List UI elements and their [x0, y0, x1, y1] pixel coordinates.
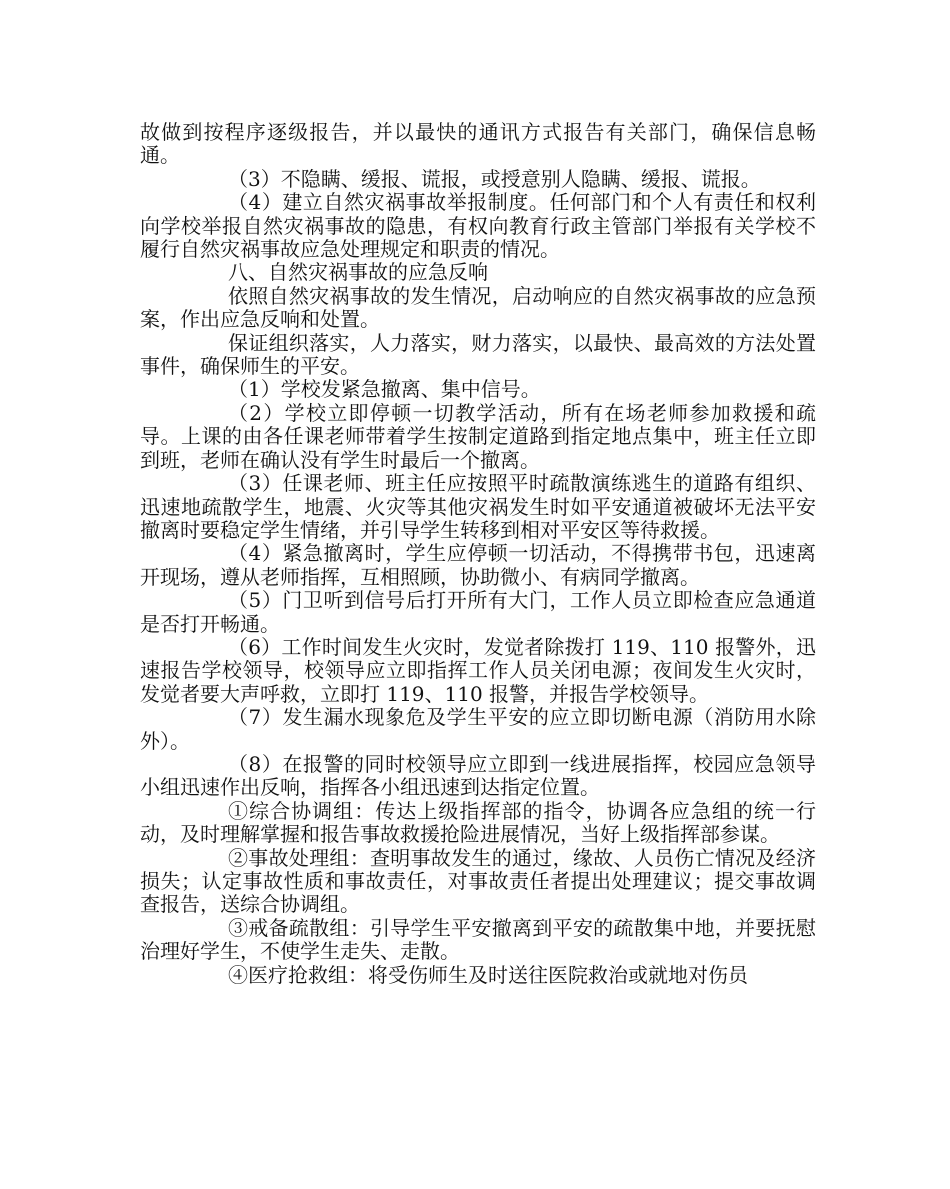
paragraph: ②事故处理组：查明事故发生的通过，缘故、人员伤亡情况及经济损失；认定事故性质和事故责任，对事故责任者提出处理建议；提交事故调查报告，送综合协调组。 [140, 845, 816, 917]
paragraph: ④医疗抢救组：将受伤师生及时送往医院救治或就地对伤员 [228, 962, 748, 987]
paragraph: （1）学校发紧急撤离、集中信号。 [228, 377, 541, 402]
paragraph: ①综合协调组：传达上级指挥部的指令，协调各应急组的统一行动，及时理解掌握和报告事故救援抢险进展情况，当好上级指挥部参谋。 [140, 798, 816, 847]
paragraph: （3）任课老师、班主任应按照平时疏散演练逃生的道路有组织、迅速地疏散学生，地震、火灾等其他灾祸发生时如平安通道被破坏无法平安撤离时要稳定学生情绪，并引导学生转移到相对平安区等待救援。 [140, 471, 816, 542]
paragraph: （3）不隐瞒、缓报、谎报，或授意别人隐瞒、缓报、谎报。 [228, 166, 761, 191]
document-body [140, 121, 816, 987]
paragraph: （6）工作时间发生火灾时，发觉者除拨打 119、110 报警外，迅速报告学校领导，校领导应立即指挥工作人员关闭电源；夜间发生火灾时，发觉者要大声呼救，立即打 119、110 报警，并报告学校领导。 [140, 634, 816, 706]
paragraph: （8）在报警的同时校领导应立即到一线进展指挥，校园应急领导小组迅速作出反响，指挥各小组迅速到达指定位置。 [140, 751, 816, 800]
paragraph: ③戒备疏散组：引导学生平安撤离到平安的疏散集中地，并要抚慰治理好学生，不使学生走失、走散。 [140, 915, 816, 964]
paragraph: （4）建立自然灾祸事故举报制度。任何部门和个人有责任和权利向学校举报自然灾祸事故的隐患，有权向教育行政主管部门举报有关学校不履行自然灾祸事故应急处理规定和职责的情况。 [140, 190, 816, 262]
paragraph: 保证组织落实，人力落实，财力落实，以最快、最高效的方法处置事件，确保师生的平安。 [140, 330, 816, 379]
paragraph: （2）学校立即停顿一切教学活动，所有在场老师参加救援和疏导。上课的由各任课老师带着学生按制定道路到指定地点集中，班主任立即到班，老师在确认没有学生时最后一个撤离。 [140, 400, 816, 472]
section-heading: 八、自然灾祸事故的应急反响 [228, 260, 488, 285]
paragraph: 依照自然灾祸事故的发生情况，启动响应的自然灾祸事故的应急预案，作出应急反响和处置。 [140, 283, 816, 332]
paragraph: 故做到按程序逐级报告，并以最快的通讯方式报告有关部门，确保信息畅通。 [140, 120, 816, 168]
paragraph: （7）发生漏水现象危及学生平安的应立即切断电源（消防用水除外）。 [140, 705, 816, 753]
paragraph: （4）紧急撤离时，学生应停顿一切活动，不得携带书包，迅速离开现场，遵从老师指挥，互相照顾，协助微小、有病同学撤离。 [140, 541, 816, 589]
paragraph: （5）门卫听到信号后打开所有大门，工作人员立即检查应急通道是否打开畅通。 [140, 588, 816, 636]
